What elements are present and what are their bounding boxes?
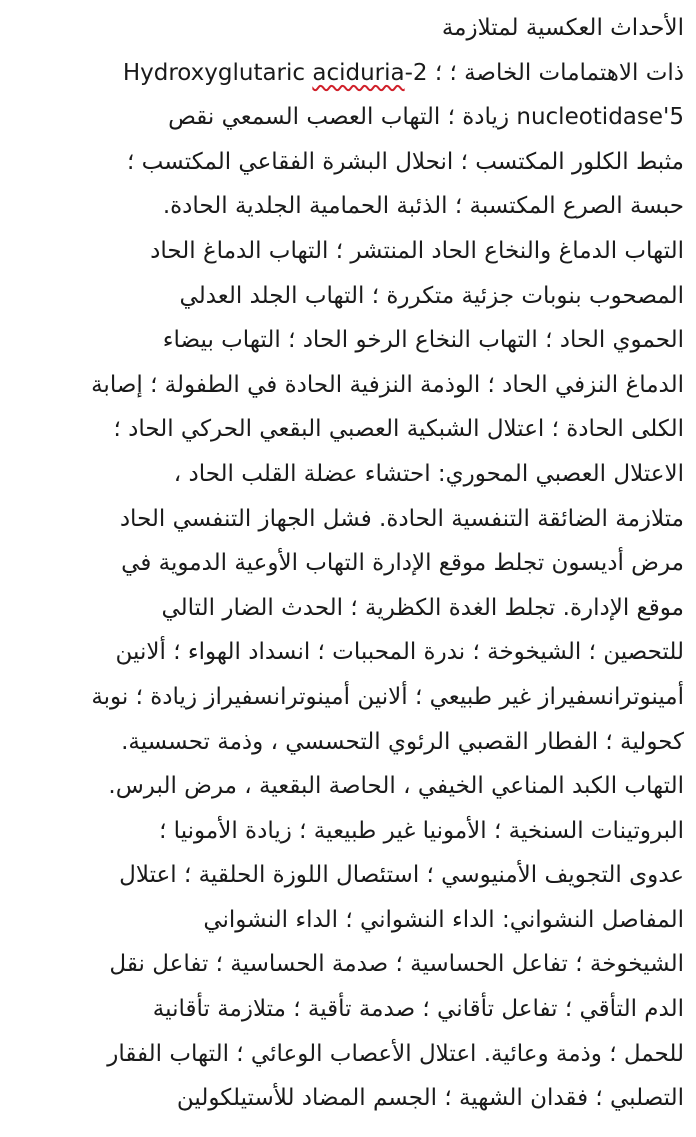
text-line: حبسة الصرع المكتسبة ؛ الذئبة الحمامية الجلدية الحادة. [162, 193, 684, 220]
text-line: المفاصل النشواني: الداء النشواني ؛ الداء النشواني [203, 906, 684, 933]
misspelled-word[interactable]: aciduria [312, 59, 405, 86]
text-line: المصحوب بنوبات جزئية متكررة ؛ التهاب الجلد العدلي [179, 282, 684, 309]
text-line: كحولية ؛ الفطار القصبي الرئوي التحسسي ، وذمة تحسسية. [121, 728, 684, 755]
english-term [123, 60, 442, 86]
text-line: الشيخوخة ؛ تفاعل الحساسية ؛ صدمة الحساسية ؛ تفاعل نقل [109, 951, 684, 978]
text-line: البروتينات السنخية ؛ الأمونيا غير طبيعية ؛ زيادة الأمونيا ؛ [159, 817, 684, 844]
document-text [18, 6, 684, 1121]
text-line [18, 51, 684, 96]
text-line: التصلبي ؛ فقدان الشهية ؛ الجسم المضاد للأستيلكولين [176, 1085, 684, 1112]
text-line: أمينوترانسفيراز غير طبيعي ؛ ألانين أمينوترانسفيراز زيادة ؛ نوبة [91, 683, 684, 710]
text-line: الحموي الحاد ؛ التهاب النخاع الرخو الحاد ؛ التهاب بيضاء [162, 327, 684, 354]
text-line: الدماغ النزفي الحاد ؛ الوذمة النزفية الحادة في الطفولة ؛ إصابة [91, 371, 684, 398]
text-line: مثبط الكلور المكتسب ؛ انحلال البشرة الفقاعي المكتسب ؛ [127, 148, 684, 175]
text-line: مرض أديسون تجلط موقع الإدارة التهاب الأوعية الدموية في [121, 550, 684, 577]
text-line: موقع الإدارة. تجلط الغدة الكظرية ؛ الحدث الضار التالي [161, 594, 684, 621]
text-line: عدوى التجويف الأمنيوسي ؛ استئصال اللوزة الحلقية ؛ اعتلال [119, 862, 684, 889]
text-line: التهاب الكبد المناعي الخيفي ، الحاصة البقعية ، مرض البرس. [108, 773, 684, 800]
text-line: الدم التأقي ؛ تفاعل تأقاني ؛ صدمة تأقية ؛ متلازمة تأقانية [152, 996, 684, 1023]
text-segment: ذات الاهتمامات الخاصة ؛ [442, 59, 684, 86]
text-line: 5'nucleotidase زيادة ؛ التهاب العصب السمعي نقص [168, 104, 684, 131]
text-line: التهاب الدماغ والنخاع الحاد المنتشر ؛ التهاب الدماغ الحاد [150, 237, 684, 264]
text-line: الأحداث العكسية لمتلازمة [441, 15, 684, 41]
text-line: الكلى الحادة ؛ اعتلال الشبكية العصبي البقعي الحركي الحاد ؛ [113, 416, 684, 443]
text-line: الاعتلال العصبي المحوري: احتشاء عضلة القلب الحاد ، [173, 460, 684, 487]
text-line: متلازمة الضائقة التنفسية الحادة. فشل الجهاز التنفسي الحاد [119, 505, 684, 532]
text-line: للحمل ؛ وذمة وعائية. اعتلال الأعصاب الوعائي ؛ التهاب الفقار [107, 1040, 684, 1067]
term-start: Hydroxyglutaric [122, 59, 313, 86]
text-line: للتحصين ؛ الشيخوخة ؛ ندرة المحببات ؛ انسداد الهواء ؛ ألانين [115, 639, 684, 666]
term-end: -2 ؛ [404, 59, 443, 86]
